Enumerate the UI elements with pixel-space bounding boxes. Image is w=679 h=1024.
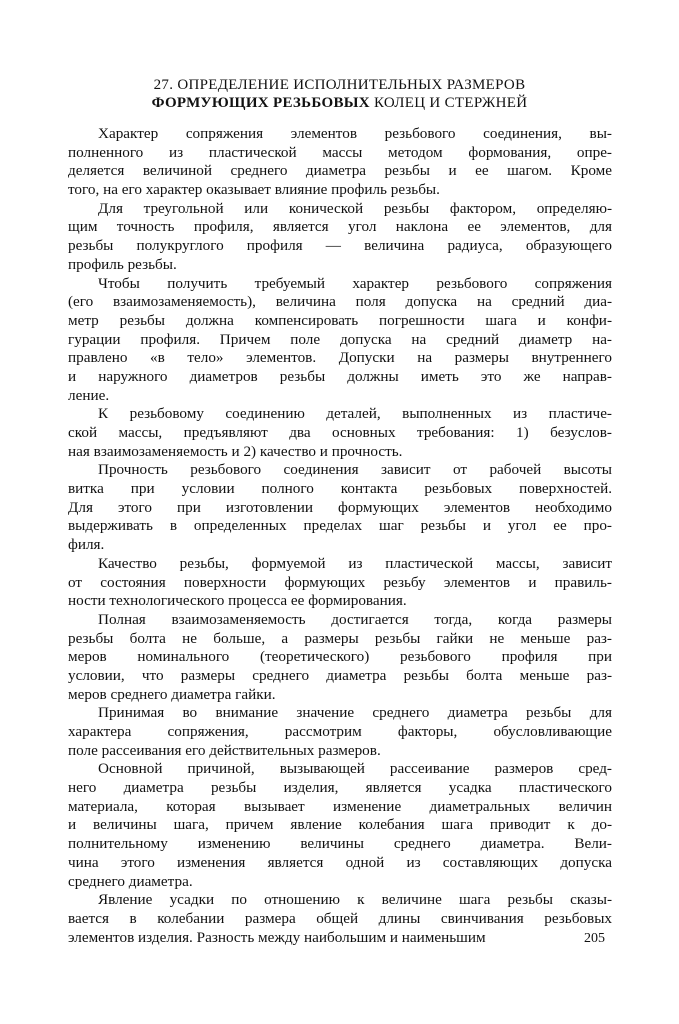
text-line: Для треугольной или конической резьбы фактором, определяю- [98,199,612,217]
section-heading-line-2 [0,95,679,112]
text-line: среднего диаметра. [68,872,193,890]
text-line: Основной причиной, вызывающей рассеивание размеров сред- [98,760,612,778]
section-heading-line-1: 27. ОПРЕДЕЛЕНИЕ ИСПОЛНИТЕЛЬНЫХ РАЗМЕРОВ [153,77,526,93]
text-line: и величины шага, причем явление колебания шага приводит к до- [68,816,612,834]
paragraph [68,891,612,947]
text-line: элементов изделия. Разность между наибольшим и наименьшим [68,928,486,946]
text-line: профиль резьбы. [68,255,177,273]
text-line: филя. [68,536,105,554]
section-heading-bold: ФОРМУЮЩИХ РЕЗЬБОВЫХ [151,95,370,111]
paragraph [68,405,612,461]
text-line: ности технологического процесса ее формирования. [68,592,407,610]
text-line: резьбы болта не больше, а размеры резьбы гайки не меньше раз- [68,629,612,647]
text-line: Принимая во внимание значение среднего диаметра резьбы для [98,704,612,722]
paragraph [68,275,612,406]
text-line: вается в колебании размера общей длины свинчивания резьбовых [68,909,612,927]
paragraph [68,611,612,704]
paragraph [68,461,612,554]
text-line: Полная взаимозаменяемость достигается тогда, когда размеры [98,610,612,628]
text-line: условии, что размеры среднего диаметра резьбы болта меньше раз- [68,666,612,684]
text-line: метр резьбы должна компенсировать погрешности шага и конфи- [68,311,612,329]
text-line: К резьбовому соединению деталей, выполненных из пластиче- [98,405,612,423]
section-heading-rest: КОЛЕЦ И СТЕРЖНЕЙ [369,95,528,111]
text-line: щим точность профиля, является угол наклона ее элементов, для [68,218,612,236]
paragraph [68,200,612,275]
text-line: гурации профиля. Причем поле допуска на средний диаметр на- [68,330,612,348]
paragraph [68,125,612,200]
text-line: чина этого изменения является одной из составляющих допуска [68,853,612,871]
page-number: 205 [584,931,605,946]
text-line: и наружного диаметров резьбы должны иметь это же направ- [68,367,612,385]
text-line: Для этого при изготовлении формующих элементов необходимо [68,498,612,516]
text-line: меров номинального (теоретического) резьбового профиля при [68,648,612,666]
text-line: полненного из пластической массы методом формования, опре- [68,143,612,161]
text-line: полнительному изменению величины среднего диаметра. Вели- [68,835,612,853]
text-line: деляется величиной среднего диаметра резьбы и ее шагом. Кроме [68,162,612,180]
paragraph [68,555,612,611]
text-line: поле рассеивания его действительных размеров. [68,741,381,759]
text-line: правлено «в тело» элементов. Допуски на размеры внутреннего [68,349,612,367]
text-line: материала, которая вызывает изменение диаметральных величин [68,797,612,815]
text-line: ная взаимозаменяемость и 2) качество и прочность. [68,442,403,460]
text-line: меров среднего диаметра гайки. [68,685,276,703]
text-line: ление. [68,386,110,404]
text-line: него диаметра резьбы изделия, является усадка пластического [68,779,612,797]
text-line: Явление усадки по отношению к величине шага резьбы сказы- [98,891,612,909]
text-line: того, на его характер оказывает влияние профиль резьбы. [68,181,440,199]
text-line: Прочность резьбового соединения зависит от рабочей высоты [98,461,612,479]
text-line: (его взаимозаменяемость), величина поля допуска на средний диа- [68,293,612,311]
text-line: витка при условии полного контакта резьбовых поверхностей. [68,480,612,498]
text-line: характера сопряжения, рассмотрим факторы, обусловливающие [68,723,612,740]
text-line: от состояния поверхности формующих резьбу элементов и правиль- [68,573,612,591]
text-line: резьбы полукруглого профиля — величина радиуса, образующего [68,237,612,255]
paragraph [68,704,612,760]
text-line: ской массы, предъявляют два основных требования: 1) безуслов- [68,424,612,441]
text-line: Качество резьбы, формуемой из пластической массы, зависит [98,554,612,572]
text-line: Характер сопряжения элементов резьбового соединения, вы- [98,125,612,142]
paragraph [68,760,612,891]
text-line: выдерживать в определенных пределах шаг резьбы и угол ее про- [68,517,612,535]
text-line: Чтобы получить требуемый характер резьбового сопряжения [98,274,612,292]
body-text [68,125,612,947]
